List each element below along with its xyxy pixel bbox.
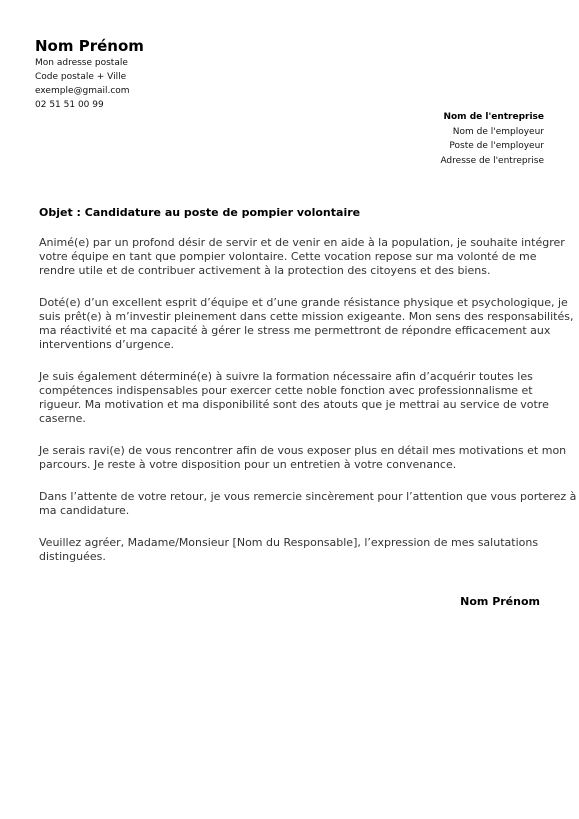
body-line: Veuillez agréer, Madame/Monsieur [Nom du Responsable], l’expression de mes salutations: [39, 536, 539, 549]
sender-email: exemple@gmail.com: [35, 86, 130, 96]
body-line: rigueur. Ma motivation et ma disponibilité sont des atouts que je mettrai au service de votre: [39, 398, 549, 411]
body-line: votre équipe en tant que pompier volontaire. Cette vocation repose sur ma volonté de me: [39, 250, 537, 263]
paragraph-closing: [39, 536, 549, 564]
sender-phone: 02 51 51 00 99: [35, 100, 104, 110]
body-line: rendre utile et de contribuer activement à la protection des citoyens et des biens.: [39, 264, 491, 277]
body-line: caserne.: [39, 412, 86, 425]
sender-address: Mon adresse postale: [35, 58, 128, 68]
body-line: parcours. Je reste à votre disposition pour un entretien à votre convenance.: [39, 458, 457, 471]
body-line: interventions d’urgence.: [39, 338, 174, 351]
recipient-company: Nom de l'entreprise: [443, 112, 544, 122]
sender-city: Code postale + Ville: [35, 72, 127, 82]
body-line: Animé(e) par un profond désir de servir et de venir en aide à la population, je souhaite intégrer: [39, 236, 565, 249]
body-line: distinguées.: [39, 550, 106, 563]
recipient-block: [440, 110, 544, 168]
body-line: Dans l’attente de votre retour, je vous remercie sincèrement pour l’attention que vous porterez à: [39, 490, 577, 503]
body-line: ma réactivité et ma capacité à gérer le stress me permettront de répondre efficacement aux: [39, 324, 551, 337]
recipient-employer-name: Nom de l'employeur: [452, 126, 544, 137]
signature: Nom Prénom: [460, 595, 540, 608]
body-line: Je suis également déterminé(e) à suivre la formation nécessaire afin d’acquérir toutes les: [39, 370, 533, 383]
body-line: Je serais ravi(e) de vous rencontrer afin de vous exposer plus en détail mes motivations et mon: [39, 444, 567, 457]
sender-name: Nom Prénom: [35, 37, 144, 55]
paragraph-thanks: [39, 490, 577, 518]
letter-body: [39, 236, 577, 582]
body-line: suis prêt(e) à m’investir pleinement dans cette mission exigeante. Mon sens des responsabilités,: [39, 310, 574, 323]
recipient-company-address: Adresse de l'entreprise: [440, 155, 544, 166]
recipient-employer-position: Poste de l'employeur: [449, 141, 544, 151]
paragraph-meeting: [39, 444, 567, 472]
body-line: Doté(e) d’un excellent esprit d’équipe et d’une grande résistance physique et psychologique, je: [39, 296, 568, 309]
letter-subject: Objet : Candidature au poste de pompier volontaire: [39, 206, 361, 219]
body-line: ma candidature.: [39, 504, 130, 517]
body-line: compétences indispensables pour exercer cette noble fonction avec professionnalisme et: [39, 384, 533, 397]
paragraph-training: [39, 370, 549, 426]
paragraph-intro: [39, 236, 565, 278]
paragraph-qualities: [39, 296, 574, 352]
sender-block: [35, 37, 144, 112]
